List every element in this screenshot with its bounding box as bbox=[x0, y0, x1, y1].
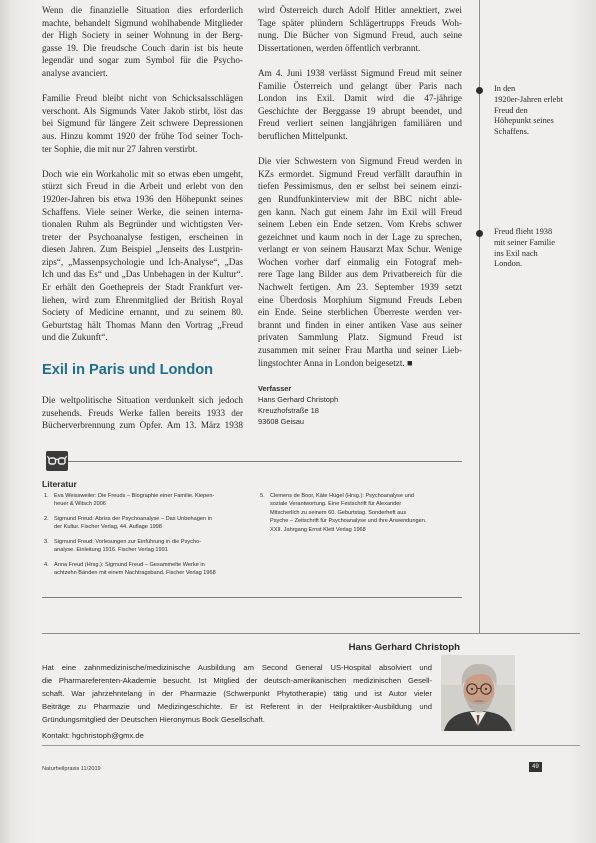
text-line: Am 4. Juni 1938 verlässt Sigmund Freud mit seiner bbox=[258, 67, 462, 78]
text-line: Hat eine zahnmedizinische/medizinische Ausbildung am Second General US-Hospital absolviert und bbox=[42, 663, 432, 672]
left-text-column bbox=[42, 4, 243, 344]
text-line: Dissertationen, werden öffentlich verbrannt. bbox=[258, 42, 421, 53]
literature-item-number: 2. bbox=[44, 515, 49, 522]
text-line: aus. Hinzu kommt 1920 der frühe Tod seiner Toch- bbox=[42, 130, 243, 141]
text-line: Die vier Schwestern von Sigmund Freud werden in bbox=[258, 156, 462, 167]
literature-item bbox=[44, 492, 243, 509]
literature-list-left bbox=[44, 492, 243, 584]
bullet-dot-icon bbox=[476, 230, 483, 237]
text-line: Wochen vorher darf einmalig ein Fotograf meh- bbox=[258, 256, 462, 267]
body-paragraph bbox=[42, 92, 243, 155]
author-bio bbox=[42, 661, 432, 742]
literature-item bbox=[44, 561, 243, 578]
text-line: Nachwelt fertigen. Am 23. September 1939 setzt bbox=[258, 282, 462, 293]
text-line: heuer & Witsch 2006 bbox=[54, 501, 106, 508]
text-line: Freud den bbox=[494, 105, 528, 115]
text-line: liehen, wird zum Ehrenmitglied der British Royal bbox=[42, 294, 243, 305]
text-line: 1920er-Jahren bis etwa 1936 den Höhepunkt seines bbox=[42, 193, 243, 204]
text-line: Wenn die finanzielle Situation dies erforderlich bbox=[42, 5, 243, 15]
text-line: der High Society in seiner Wohnung in der Berg- bbox=[42, 30, 243, 41]
literature-item bbox=[44, 515, 243, 532]
literature-title: Literatur bbox=[42, 479, 77, 489]
author-city: 93608 Geisau bbox=[258, 416, 305, 426]
text-line: Bücherverbrennung zum Opfer. Am 13. März 1938 bbox=[42, 420, 243, 431]
text-line: gen kann. Nach gut einem Jahr im Exil will Freud bbox=[258, 206, 462, 217]
text-line: legendär und sogar zum Symbol für die Psycho- bbox=[42, 55, 243, 66]
glasses-icon bbox=[46, 451, 68, 471]
page-number: 49 bbox=[529, 762, 542, 772]
margin-divider bbox=[479, 0, 480, 633]
text-line: Freud flieht 1938 bbox=[494, 227, 553, 236]
text-line: Tage später plündern Schlägertrupps Freuds Woh- bbox=[258, 17, 462, 28]
text-line: KZs ermordet. Sigmund Freud verfällt daraufhin in bbox=[258, 168, 462, 179]
author-name: Hans Gerhard Christoph bbox=[258, 394, 339, 404]
bio-divider bbox=[42, 633, 580, 634]
body-paragraph bbox=[258, 67, 462, 143]
text-line: zusehends. Freuds Werke fallen bereits 1933 der bbox=[42, 407, 243, 418]
text-line: und die Zukunft“. bbox=[42, 332, 108, 343]
literature-item-text bbox=[54, 515, 243, 532]
text-line: diesen Jahren. Zum Beispiel „Jenseits des Lustprin- bbox=[42, 244, 243, 255]
text-line: zusammen mit seiner Frau Martha und seiner Lieb- bbox=[258, 345, 462, 356]
margin-note bbox=[494, 227, 578, 270]
text-line: analyse avanciert. bbox=[42, 67, 108, 78]
text-line: seinem Leben ein Ende setzen. Vom Krebs schwer bbox=[258, 219, 462, 230]
literature-item bbox=[44, 538, 243, 555]
body-paragraph bbox=[258, 4, 462, 54]
text-line: rere Tage lang Bilder aus dem Privatbereich für die bbox=[258, 269, 462, 280]
text-line: Er erhält den Goethepreis der Stadt Frankfurt ver- bbox=[42, 282, 243, 293]
text-line: Familie Österreich und gelangt über Paris nach bbox=[258, 80, 462, 91]
text-line: Schaffens. Viele seiner Werke, die seinen interna- bbox=[42, 206, 243, 217]
text-line: Sigmund Freud: Abriss der Psychoanalyse – Das Unbehagen in bbox=[54, 515, 212, 522]
literature-item-text bbox=[54, 538, 243, 555]
text-line: ter Sophie, die mit nur 27 Jahren verstirbt. bbox=[42, 143, 198, 154]
text-line: die Pharmareferenten-Akademie besucht. Ist Mitglied der deutsch-amerikanischen medizinischen Gesell- bbox=[42, 676, 432, 685]
text-line: Society of Medicine ernannt, und zu seinem 80. bbox=[42, 307, 243, 318]
literature-item-text bbox=[54, 561, 243, 578]
footer-divider bbox=[42, 745, 580, 746]
text-line: bei Sigmund für längere Zeit schwere Depressionen bbox=[42, 118, 243, 129]
text-line: nung. Die Bücher von Sigmund Freud, auch seine bbox=[258, 30, 462, 41]
text-line: privaten Sammlung Platz. Sigmund Freud ist bbox=[258, 332, 462, 343]
section-heading: Exil in Paris und London bbox=[42, 362, 214, 378]
literature-item-text bbox=[270, 492, 462, 534]
text-line: zips“, „Massenpsychologie und Ich-Analyse“, „Das bbox=[42, 256, 243, 267]
text-line: Doch wie ein Workaholic mit so etwas eben umgeht, bbox=[42, 168, 243, 179]
text-line: eine Überdosis Morphium Sigmund Freuds Leben bbox=[258, 294, 462, 305]
text-line: Clemens de Boor, Käte Hügel (Hrsg.): Psychoanalyse und bbox=[270, 493, 414, 499]
text-line: machte, behandelt Sigmund wohlhabende Mitglieder bbox=[42, 17, 243, 28]
text-line: Freud verliert seinen langjährigen familiären und bbox=[258, 118, 462, 129]
bio-author-name: Hans Gerhard Christoph bbox=[348, 642, 460, 653]
literature-item-text bbox=[54, 492, 243, 509]
bullet-dot-icon bbox=[476, 87, 483, 94]
text-line: lingstochter Anna in London beigesetzt. ■ bbox=[258, 357, 413, 368]
text-line: gen Rundfunkinterview mit der BBC nicht able- bbox=[258, 193, 462, 204]
body-paragraph bbox=[258, 155, 462, 369]
text-line: Die weltpolitische Situation verdunkelt sich jedoch bbox=[42, 395, 243, 405]
text-line: Eva Weissweiler: Die Freuds – Biographie einer Familie. Kiepen- bbox=[54, 493, 215, 499]
section-divider bbox=[42, 597, 462, 598]
body-paragraph bbox=[42, 168, 243, 344]
text-line: brannt und finden in einer antiken Vase aus seiner bbox=[258, 319, 462, 330]
text-line: gasse 19. Die freudsche Couch darin ist bis heute bbox=[42, 42, 243, 53]
text-line: Schaffens. bbox=[494, 127, 529, 137]
text-line: ins Exil nach bbox=[494, 248, 538, 258]
text-line: Geburtstag hält Thomas Mann den Vortrag „Freud bbox=[42, 319, 243, 330]
text-line: Familie Freud bleibt nicht von Schicksalsschlägen bbox=[42, 93, 243, 104]
text-line: verlangt er von seinem Hausarzt Max Schur. Wenige bbox=[258, 244, 462, 255]
text-line: stürzt sich Freud in die Arbeit und erlebt von den bbox=[42, 181, 243, 192]
author-address-block bbox=[258, 384, 462, 428]
text-line: wird Österreich durch Adolf Hitler annektiert, zwei bbox=[258, 5, 462, 15]
literature-item-number: 3. bbox=[44, 538, 49, 545]
margin-note bbox=[494, 84, 578, 138]
text-line: Geschichte der Berggasse 19 abrupt beendet, und bbox=[258, 105, 462, 116]
text-line: Anna Freud (Hrsg.): Sigmund Freud – Gesammelte Werke in bbox=[54, 561, 205, 568]
text-line: tionalen Ruhm als Begründer und wichtigsten Ver- bbox=[42, 219, 243, 230]
author-label: Verfasser bbox=[258, 384, 292, 393]
literature-item-number: 1. bbox=[44, 493, 49, 499]
text-line: XXII. Jahrgang Ernst Klett Verlag 1968 bbox=[270, 526, 366, 533]
text-line: analyse. Einleitung 1916. Fischer Verlag 1991 bbox=[54, 547, 168, 554]
text-line: Höhepunkt seines bbox=[494, 116, 554, 126]
text-line: der Kultur. Fischer Verlag, 44. Auflage 1998 bbox=[54, 524, 162, 531]
text-line: tiefen Pessimismus, den er selbst bei seinem einzi- bbox=[258, 181, 462, 192]
text-line: Gründungsmitglied der Deutschen Hieronymus Bock Gesellschaft. bbox=[42, 715, 265, 724]
text-line: verschont. Als Sigmunds Vater Jakob stirbt, löst das bbox=[42, 105, 243, 116]
middle-text-column bbox=[258, 4, 462, 369]
text-line: Psyche – Zeitschrift für Psychoanalyse und ihre Anwendungen. bbox=[270, 518, 427, 525]
author-street: Kreuzhofstraße 18 bbox=[258, 405, 319, 415]
text-line: In den bbox=[494, 84, 516, 93]
body-paragraph bbox=[42, 394, 243, 432]
text-line: Sigmund Freud: Vorlesungen zur Einführung in die Psycho- bbox=[54, 538, 202, 545]
text-line: Beiträge zu Pharmazie und Medizingeschichte. Er ist Referent in der Heilpraktiker-Ausbildung und bbox=[42, 702, 432, 711]
text-line: 1920er-Jahren erlebt bbox=[494, 94, 563, 104]
text-line: achtzehn Bänden mit einem Nachtragsband. Fischer Verlag 1968 bbox=[54, 570, 216, 577]
text-line: soziale Verantwortung. Eine Festschrift für Alexander bbox=[270, 501, 402, 508]
body-paragraph bbox=[42, 4, 243, 80]
text-line: Ich und das Es“ und „Das Unbehagen in der Kultur“. bbox=[42, 269, 243, 280]
literature-item-number: 5. bbox=[260, 493, 265, 499]
literature-item-number: 4. bbox=[44, 561, 49, 568]
text-line: ein Ende. Seine sterblichen Überreste werden ver- bbox=[258, 307, 462, 318]
text-line: London. bbox=[494, 259, 523, 269]
text-line: mit seiner Familie bbox=[494, 237, 555, 247]
author-portrait-photo bbox=[441, 655, 515, 731]
bio-paragraph bbox=[42, 661, 432, 726]
text-line: treter der Psychoanalyse festigen, erscheinen in bbox=[42, 231, 243, 242]
literature-divider bbox=[68, 461, 462, 462]
publication-footer: Naturheilpraxis 11/2019 bbox=[42, 766, 101, 772]
text-line: beruflichen Mittelpunkt. bbox=[258, 130, 348, 141]
literature-item bbox=[260, 492, 462, 534]
text-line: gezeichnet und kaum noch in der Lage zu sprechen, bbox=[258, 231, 462, 242]
literature-list-right bbox=[260, 492, 462, 540]
bio-contact: Kontakt: hgchristoph@gmx.de bbox=[42, 731, 144, 740]
text-line: Mitscherlich zu seinem 60. Geburtstag. Sonderheft aus bbox=[270, 509, 407, 516]
text-line: schaft. War jahrzehntelang in der Pharmazie (Schwerpunkt Phytotherapie) tätig und ist Autor vieler bbox=[42, 689, 432, 698]
text-line: London ins Exil. Damit wird die 47-jährige bbox=[258, 93, 462, 104]
